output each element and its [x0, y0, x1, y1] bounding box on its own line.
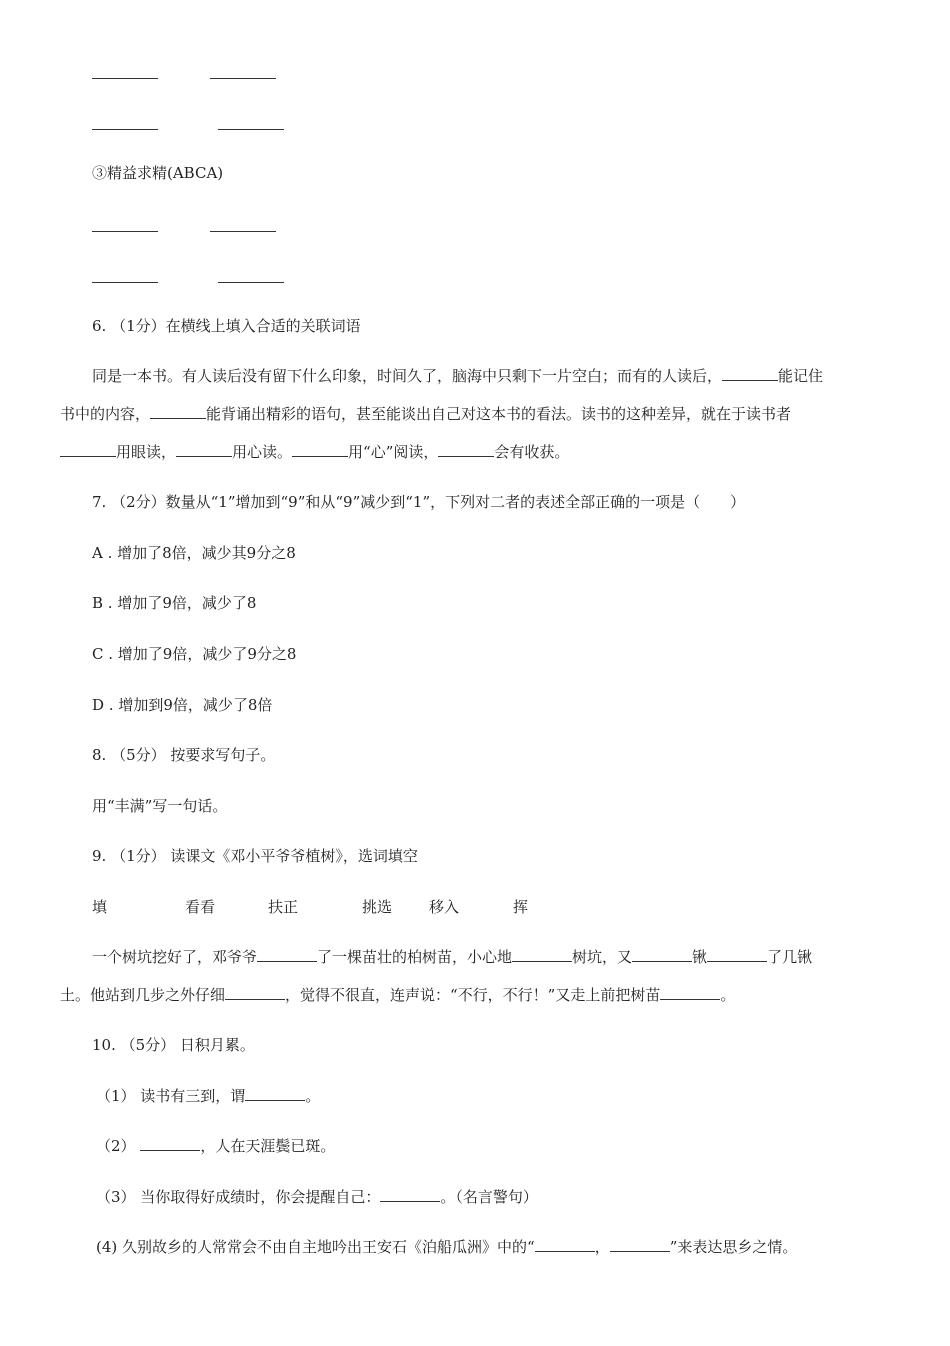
question-6-line-2	[60, 404, 791, 424]
text-fragment: 会有收获。	[494, 443, 570, 461]
answer-blank[interactable]	[92, 129, 158, 130]
answer-blank[interactable]	[176, 442, 232, 457]
question-10-sub-4	[96, 1237, 797, 1257]
text-fragment: (4) 久别故乡的人常常会不由自主地吟出王安石《泊船瓜洲》中的“	[96, 1238, 535, 1256]
question-10-sub-1	[96, 1086, 320, 1106]
answer-blank[interactable]	[92, 78, 158, 79]
word-choice: 看看	[185, 898, 216, 916]
word-choice: 填	[92, 898, 108, 916]
text-fragment: 一个树坑挖好了，邓爷爷	[92, 948, 258, 966]
question-6-line-1	[92, 366, 823, 386]
answer-blank[interactable]	[722, 366, 778, 381]
answer-blank[interactable]	[210, 231, 276, 232]
text-fragment: ，人在天涯鬓已斑。	[200, 1137, 336, 1155]
word-choice: 扶正	[268, 898, 299, 916]
answer-blank[interactable]	[380, 1187, 440, 1202]
answer-blank[interactable]	[92, 231, 158, 232]
answer-blank[interactable]	[218, 282, 284, 283]
text-fragment: （2）	[96, 1137, 141, 1155]
text-fragment: 用眼读，	[116, 443, 177, 461]
answer-blank[interactable]	[660, 985, 720, 1000]
text-fragment: 用“心”阅读，	[348, 443, 439, 461]
word-choice: 挥	[513, 898, 529, 916]
option-d[interactable]: D . 增加到9倍，减少了8倍	[92, 696, 273, 714]
answer-blank[interactable]	[512, 947, 572, 962]
answer-blank[interactable]	[257, 947, 317, 962]
option-a[interactable]: A . 增加了8倍，减少其9分之8	[92, 544, 296, 562]
question-10-sub-3	[96, 1187, 538, 1207]
text-fragment: 了几锹	[767, 948, 813, 966]
item3-label: ③精益求精(ABCA)	[92, 164, 224, 182]
question-7-title: 7. （2分）数量从“1”增加到“9”和从“9”减少到“1”，下列对二者的表述全部正确的一项是（ ）	[92, 493, 746, 511]
question-8-prompt: 用“丰满”写一句话。	[92, 797, 228, 815]
answer-blank[interactable]	[245, 1086, 305, 1101]
answer-blank[interactable]	[210, 78, 276, 79]
answer-blank[interactable]	[610, 1237, 670, 1252]
text-fragment: 同是一本书。有人读后没有留下什么印象，时间久了，脑海中只剩下一片空白；而有的人读后，	[92, 367, 723, 385]
answer-blank[interactable]	[60, 442, 116, 457]
text-fragment: 能记住	[778, 367, 824, 385]
text-fragment: ，	[594, 1238, 610, 1256]
answer-blank[interactable]	[707, 947, 767, 962]
answer-blank[interactable]	[438, 442, 494, 457]
option-c[interactable]: C . 增加了9倍，减少了9分之8	[92, 645, 297, 663]
text-fragment: ，觉得不很直，连声说：“不行，不行！”又走上前把树苗	[285, 986, 661, 1004]
question-9-line-1	[92, 947, 812, 967]
word-choice: 挑选	[362, 898, 393, 916]
word-choice: 移入	[429, 898, 460, 916]
option-b[interactable]: B . 增加了9倍，减少了8	[92, 594, 257, 612]
question-10-title: 10. （5分） 日积月累。	[92, 1036, 255, 1054]
text-fragment: 锹	[692, 948, 708, 966]
answer-blank[interactable]	[535, 1237, 595, 1252]
question-10-sub-2	[96, 1136, 335, 1156]
text-fragment: 。	[305, 1087, 321, 1105]
answer-blank[interactable]	[92, 282, 158, 283]
text-fragment: ”来表达思乡之情。	[669, 1238, 798, 1256]
text-fragment: 树坑，又	[572, 948, 633, 966]
answer-blank[interactable]	[632, 947, 692, 962]
question-9-line-2	[60, 985, 735, 1005]
text-fragment: 了一棵苗壮的柏树苗，小心地	[317, 948, 513, 966]
text-fragment: 用心读。	[232, 443, 293, 461]
text-fragment: （1） 读书有三到，谓	[96, 1087, 246, 1105]
answer-blank[interactable]	[140, 1136, 200, 1151]
answer-blank[interactable]	[292, 442, 348, 457]
question-8-title: 8. （5分） 按要求写句子。	[92, 746, 276, 764]
text-fragment: （3） 当你取得好成绩时，你会提醒自己：	[96, 1188, 381, 1206]
text-fragment: 。	[720, 986, 736, 1004]
answer-blank[interactable]	[218, 129, 284, 130]
text-fragment: 能背诵出精彩的语句，甚至能谈出自己对这本书的看法。读书的这种差异，就在于读书者	[206, 405, 792, 423]
answer-blank[interactable]	[150, 404, 206, 419]
text-fragment: 土。他站到几步之外仔细	[60, 986, 226, 1004]
question-6-line-3	[60, 442, 569, 462]
question-6-title: 6. （1分）在横线上填入合适的关联词语	[92, 317, 361, 335]
text-fragment: 书中的内容，	[60, 405, 151, 423]
question-9-title: 9. （1分） 读课文《邓小平爷爷植树》，选词填空	[92, 847, 418, 865]
text-fragment: 。（名言警句）	[440, 1188, 538, 1206]
answer-blank[interactable]	[225, 985, 285, 1000]
